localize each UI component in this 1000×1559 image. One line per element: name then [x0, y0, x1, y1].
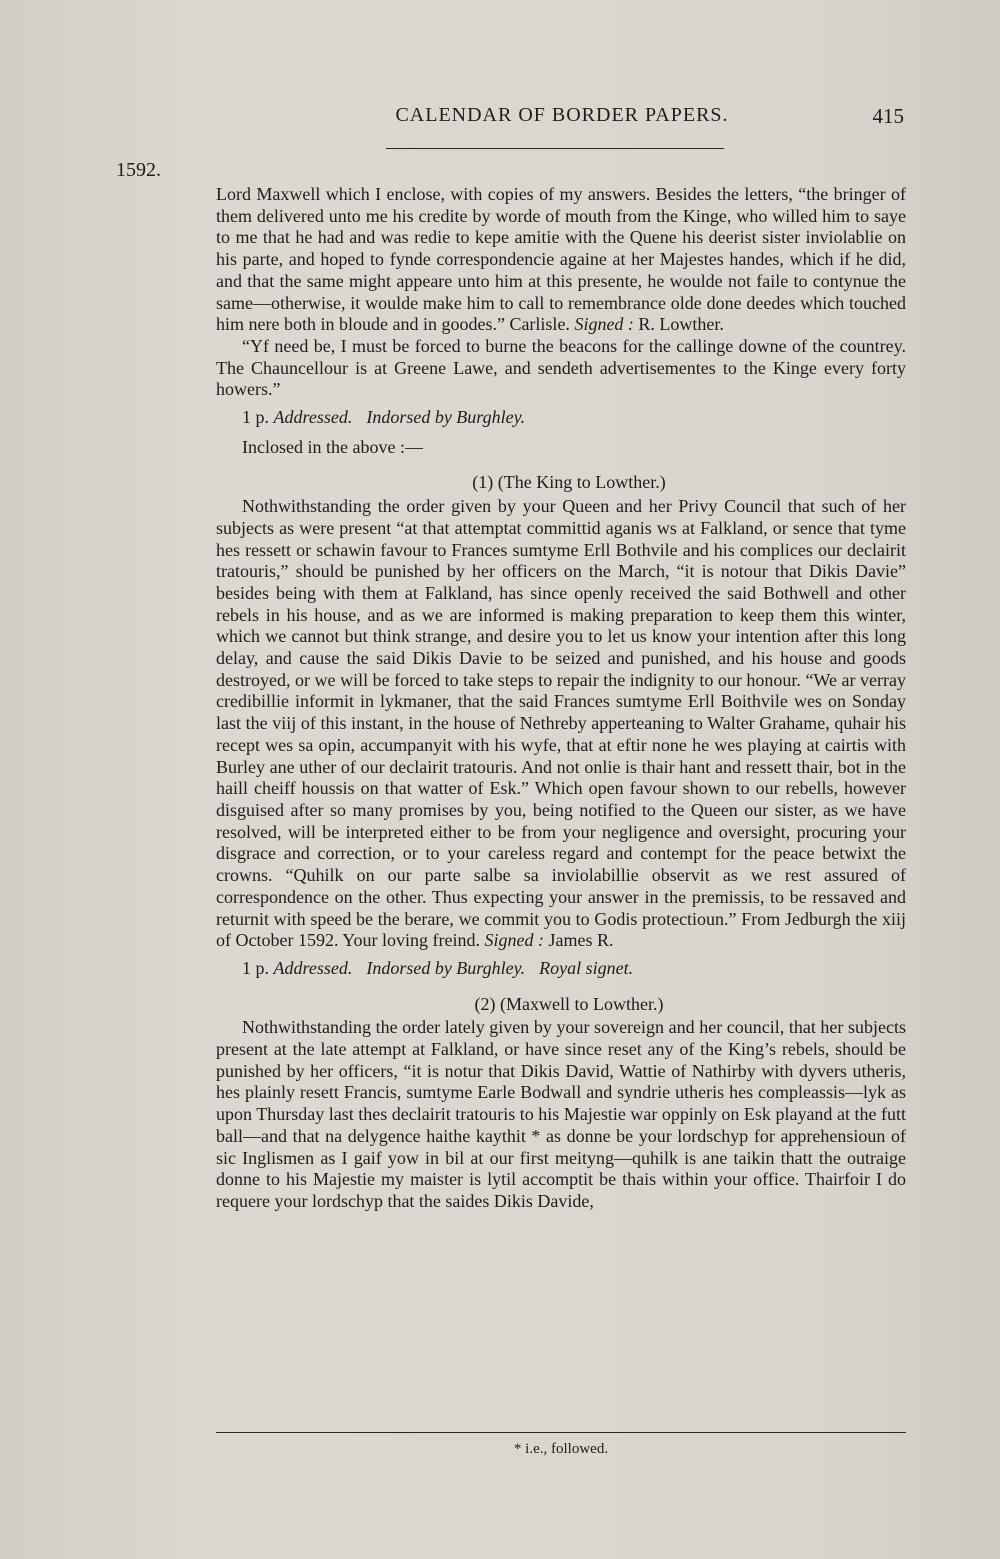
docket-note-2	[216, 958, 906, 980]
page-number: 415	[872, 104, 904, 128]
docket-2-signet: Royal signet.	[539, 957, 634, 978]
section-heading-2: (2) (Maxwell to Lowther.)	[474, 993, 664, 1014]
docket-1-addressed: Addressed.	[273, 407, 353, 428]
signed-label-2: Signed :	[484, 930, 544, 951]
margin-year: 1592.	[116, 159, 161, 181]
body-text	[216, 184, 906, 1213]
section-heading-1: (1) (The King to Lowther.)	[472, 472, 666, 493]
paragraph-1	[216, 184, 906, 336]
footnote: * i.e., followed.	[513, 1441, 609, 1457]
docket-1-pages: 1 p.	[242, 407, 269, 428]
docket-2-addressed: Addressed.	[273, 957, 353, 978]
signer-name-2: James R.	[548, 930, 614, 951]
docket-note-1	[216, 407, 906, 429]
paragraph-4: Nothwithstanding the order lately given by your sovereign and her council, that her subjects present at the late attempt at Falkland, or have since reset any of the King’s rebels, should be punished by her officers, “it is notur that Dikis David, Wattie of Nathirby with dyvers utheris, hes plainly resett Francis, sumtyme Earle Bodwall and syndrie utheris hes compleassis—lyk as upon Thursday last thes declairit tratouris to his Majestie war oppinly on Esk playand at the futt ball—and that na delygence haithe kaythit * as donne be your lordschyp for apprehensioun of sic Inglismen as I gaif yow in bil at our first meityng—quhilk is ane taikin thatt the outraige donne to his Majestie my maister is lytil accomptit be thais within your office. Thairfoir I do requere your lordschyp that the saides Dikis Davide,	[216, 1017, 906, 1211]
paragraph-1-text: Lord Maxwell which I enclose, with copies of my answers. Besides the letters, “the bringer of them delivered unto me his credite by worde of mouth from the Kinge, who willed him to saye to me that he had and was redie to kepe amitie with the Quene his deerist sister inviolablie on his parte, and hoped to fynde correspondencie againe at her Majestes handes, which if he did, and that the same might appeare unto him at this presente, he woulde not faile to contynue the same—otherwise, it woulde make him to call to remembrance olde done deedes which touched him nere both in bloude and in goodes.” Carlisle.	[216, 184, 906, 335]
header-rule	[386, 148, 724, 149]
paragraph-3-text: Nothwithstanding the order given by your Queen and her Privy Council that such of her subjects as were present “at that attemptat committid aganis ws at Falkland, or sence that tyme hes ressett or schawin favour to Frances sumtyme Erll Bothvile and his complices our declairit tratouris,” should be punished by her officers on the March, “it is notour that Dikis Davie” besides being with them at Falkland, has since openly received the said Bothwell and other rebels in his house, and as we are informed is making preparation to keep them this winter, which we cannot but think strange, and desire you to let us know your intention after this long delay, and cause the said Dikis Davie to be seized and punished, and his house and goods destroyed, or we will be forced to take steps to repair the indignity to our honour. “We ar verray credibillie informit in lykmaner, that the said Frances sumtyme Erll Boithvile wes on Sonday last the viij of this instant, in the house of Nethreby apperteaning to Walter Grahame, quhair his recept wes sa opin, accumpanyit with his wyfe, that at eftir none he wes playing at cairtis with Burley ane uther of our declairit tratouris. And not onlie is thair hant and ressett thair, bot in the haill cheiff houssis on that watter of Esk.” Which open favour shown to our rebells, however disguised after so many promises by you, being notified to the Queen our sister, as we have resolved, will be interpreted either to be from your negligence and oversight, procuring your disgrace and correction, or to your careless regard and contempt for the peace betwixt the crowns. “Quhilk on our parte salbe sa inviolabillie observit as we rest assured of correspondence on the other. Thus expecting your answer in the premissis, to be ressaved and returnit with speed be the berare, we commit you to Godis protectioun.” From Jedburgh the xiij of October 1592. Your loving freind.	[216, 496, 906, 951]
running-head-title: CALENDAR OF BORDER PAPERS.	[395, 104, 729, 126]
docket-2-pages: 1 p.	[242, 957, 269, 978]
paragraph-3	[216, 496, 906, 952]
inclosed-line: Inclosed in the above :—	[242, 436, 423, 457]
footnote-rule	[216, 1432, 906, 1433]
signer-name-1: R. Lowther.	[638, 314, 724, 335]
signed-label-1: Signed :	[574, 314, 634, 335]
paragraph-2: “Yf need be, I must be forced to burne the beacons for the callinge downe of the countrey. The Chauncellour is at Greene Lawe, and sendeth advertisementes to the Kinge every forty howers.”	[216, 335, 906, 400]
docket-2-indorsed: Indorsed by Burghley.	[366, 957, 526, 978]
docket-1-indorsed: Indorsed by Burghley.	[366, 407, 526, 428]
